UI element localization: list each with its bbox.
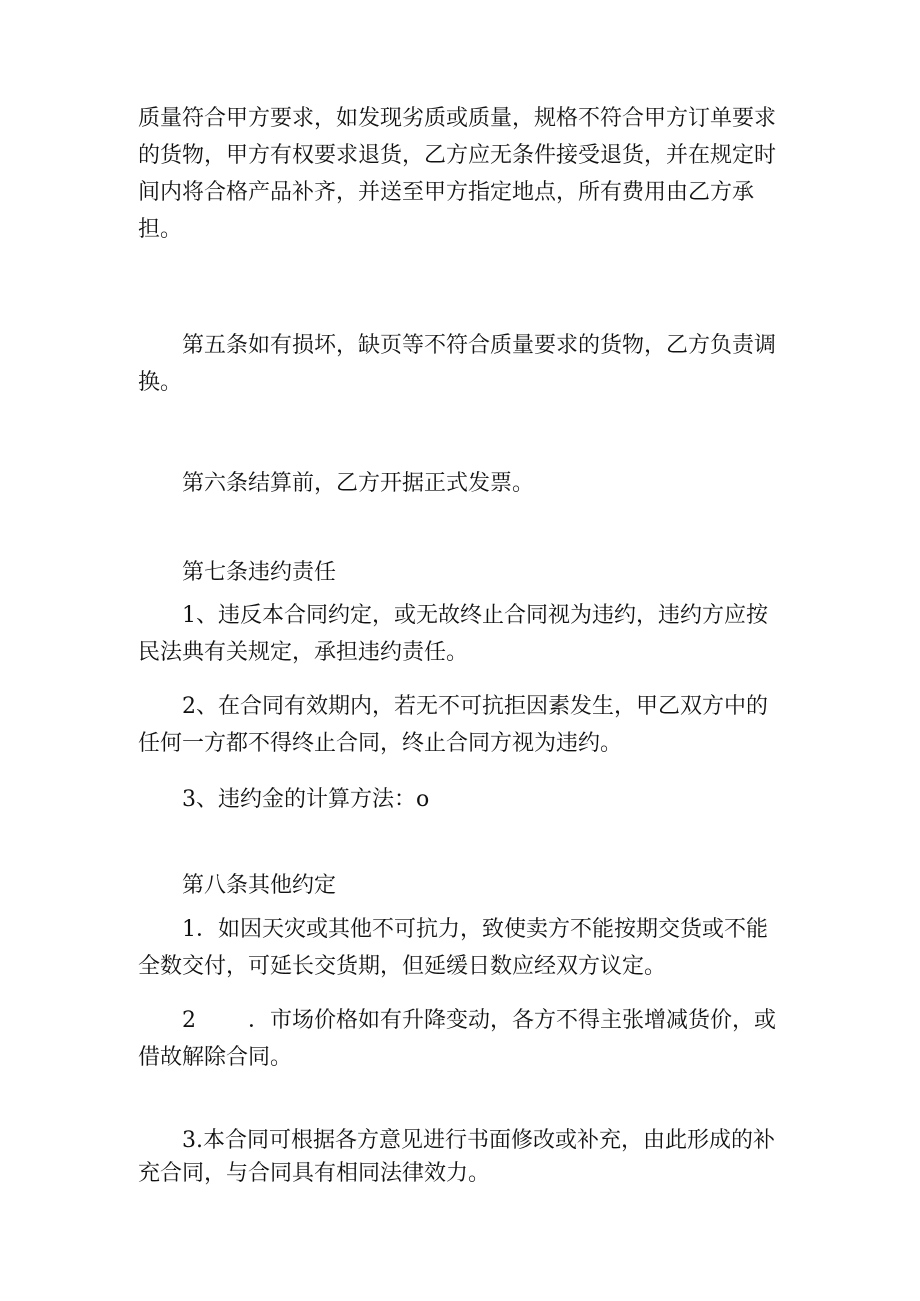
paragraph-article-6: 第六条结算前，乙方开据正式发票。 <box>182 471 535 496</box>
paragraph-article-8-item-3: 3.本合同可根据各方意见进行书面修改或补充，由此形成的补充合同，与合同具有相同法律效力。 <box>138 1128 775 1186</box>
paragraph-article-8-item-2 <box>138 1002 788 1076</box>
item-2-text: ．市场价格如有升降变动，各方不得主张增减货价，或借故解除合同。 <box>138 1008 777 1070</box>
paragraph-article-8-item-1: 1．如因天灾或其他不可抗力，致使卖方不能按期交货或不能全数交付，可延长交货期，但延缓日数应经双方议定。 <box>138 917 768 979</box>
paragraph-article-7-item-2: 2、在合同有效期内，若无不可抗拒因素发生，甲乙双方中的任何一方都不得终止合同，终止合同方视为违约。 <box>138 694 768 756</box>
item-2-number: 2 <box>182 1008 196 1033</box>
paragraph-article-7-item-1: 1、违反本合同约定，或无故终止合同视为违约，违约方应按民法典有关规定，承担违约责任。 <box>138 603 768 665</box>
paragraph-quality-requirements: 质量符合甲方要求，如发现劣质或质量，规格不符合甲方订单要求的货物，甲方有权要求退货，乙方应无条件接受退货，并在规定时间内将合格产品补齐，并送至甲方指定地点，所有费用由乙方承担。 <box>138 106 777 242</box>
heading-article-8: 第八条其他约定 <box>182 873 337 898</box>
paragraph-article-5: 第五条如有损坏，缺页等不符合质量要求的货物，乙方负责调换。 <box>138 333 777 395</box>
heading-article-7: 第七条违约责任 <box>182 560 337 585</box>
paragraph-article-7-item-3: 3、违约金的计算方法：o <box>182 787 430 812</box>
